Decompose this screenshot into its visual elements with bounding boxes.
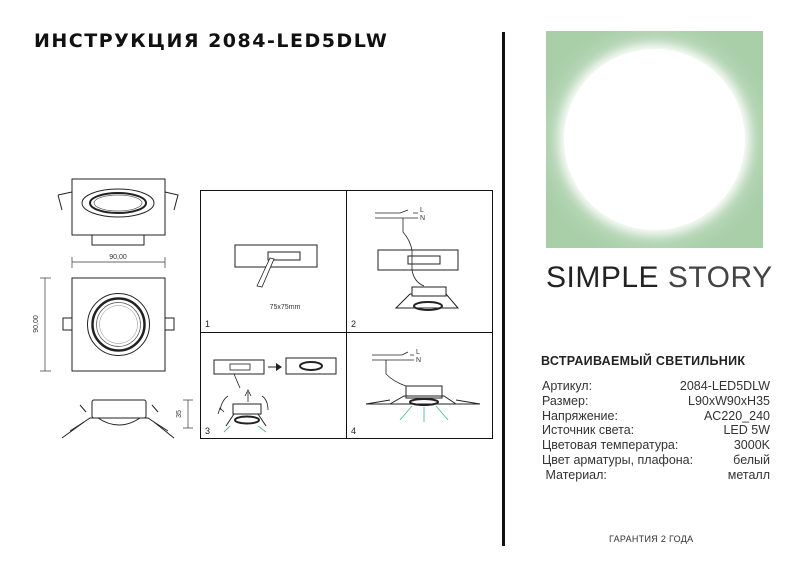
spec-row: [542, 423, 770, 438]
step-2-label: 2: [351, 319, 357, 329]
light-disc: [564, 49, 745, 230]
step-2-wiring: [351, 207, 458, 329]
spec-row: [542, 438, 770, 453]
spec-label: Источник света:: [542, 423, 635, 438]
step-1-label: 1: [205, 319, 211, 329]
side-view-bottom: [62, 400, 174, 438]
brand-word-1: SIMPLE: [546, 261, 660, 294]
wire-l-label-4: L: [416, 349, 420, 356]
width-dimension: [72, 254, 165, 268]
step-1-cutout: [205, 245, 317, 329]
width-label: 90,00: [109, 254, 127, 261]
spec-label: Размер:: [542, 393, 589, 408]
spec-value: LED 5W: [723, 423, 770, 438]
spec-label: Артикул:: [542, 379, 593, 393]
column-divider: [502, 32, 505, 546]
wire-n-label: N: [420, 215, 426, 222]
spec-row: [542, 468, 770, 483]
product-type: ВСТРАИВАЕМЫЙ СВЕТИЛЬНИК: [541, 354, 746, 368]
technical-drawing: [0, 0, 200, 577]
spec-row: [542, 394, 770, 409]
product-photo: [546, 31, 763, 248]
document-title: ИНСТРУКЦИЯ 2084-LED5DLW: [34, 30, 389, 52]
spec-label: Напряжение:: [542, 408, 618, 423]
side-view-top: [58, 179, 178, 245]
step-4-installed: [351, 349, 480, 436]
step-3-label: 3: [205, 426, 211, 436]
wire-l-label: L: [420, 207, 424, 214]
spec-value: L90xW90xH35: [688, 393, 770, 408]
height-label: 35: [176, 410, 183, 418]
installation-steps: [200, 190, 495, 440]
spec-value: AC220_240: [703, 408, 770, 423]
length-label: 90,00: [33, 315, 40, 333]
spec-list: [542, 379, 770, 483]
brand-word-2: STORY: [667, 261, 773, 294]
spec-label: Цветовая температура:: [542, 438, 679, 453]
length-dimension: [33, 278, 51, 371]
spec-row: [542, 409, 770, 424]
spec-value: металл: [727, 467, 770, 482]
spec-label: Материал:: [542, 467, 607, 482]
cutout-label: 75x75mm: [269, 304, 301, 311]
spec-value: 3000K: [733, 438, 770, 453]
spec-row: [542, 379, 770, 394]
height-dimension: [176, 400, 193, 428]
warranty-note: ГАРАНТИЯ 2 ГОДА: [609, 534, 694, 544]
spec-label: Цвет арматуры, плафона:: [542, 452, 694, 467]
spec-row: [542, 453, 770, 468]
spec-value: 2084-LED5DLW: [679, 379, 770, 393]
wire-n-label-4: N: [416, 357, 422, 364]
step-4-label: 4: [351, 426, 357, 436]
brand-logo: [546, 261, 773, 295]
step-3-insert: [205, 358, 336, 436]
front-view: [63, 278, 174, 371]
spec-value: белый: [733, 452, 770, 467]
